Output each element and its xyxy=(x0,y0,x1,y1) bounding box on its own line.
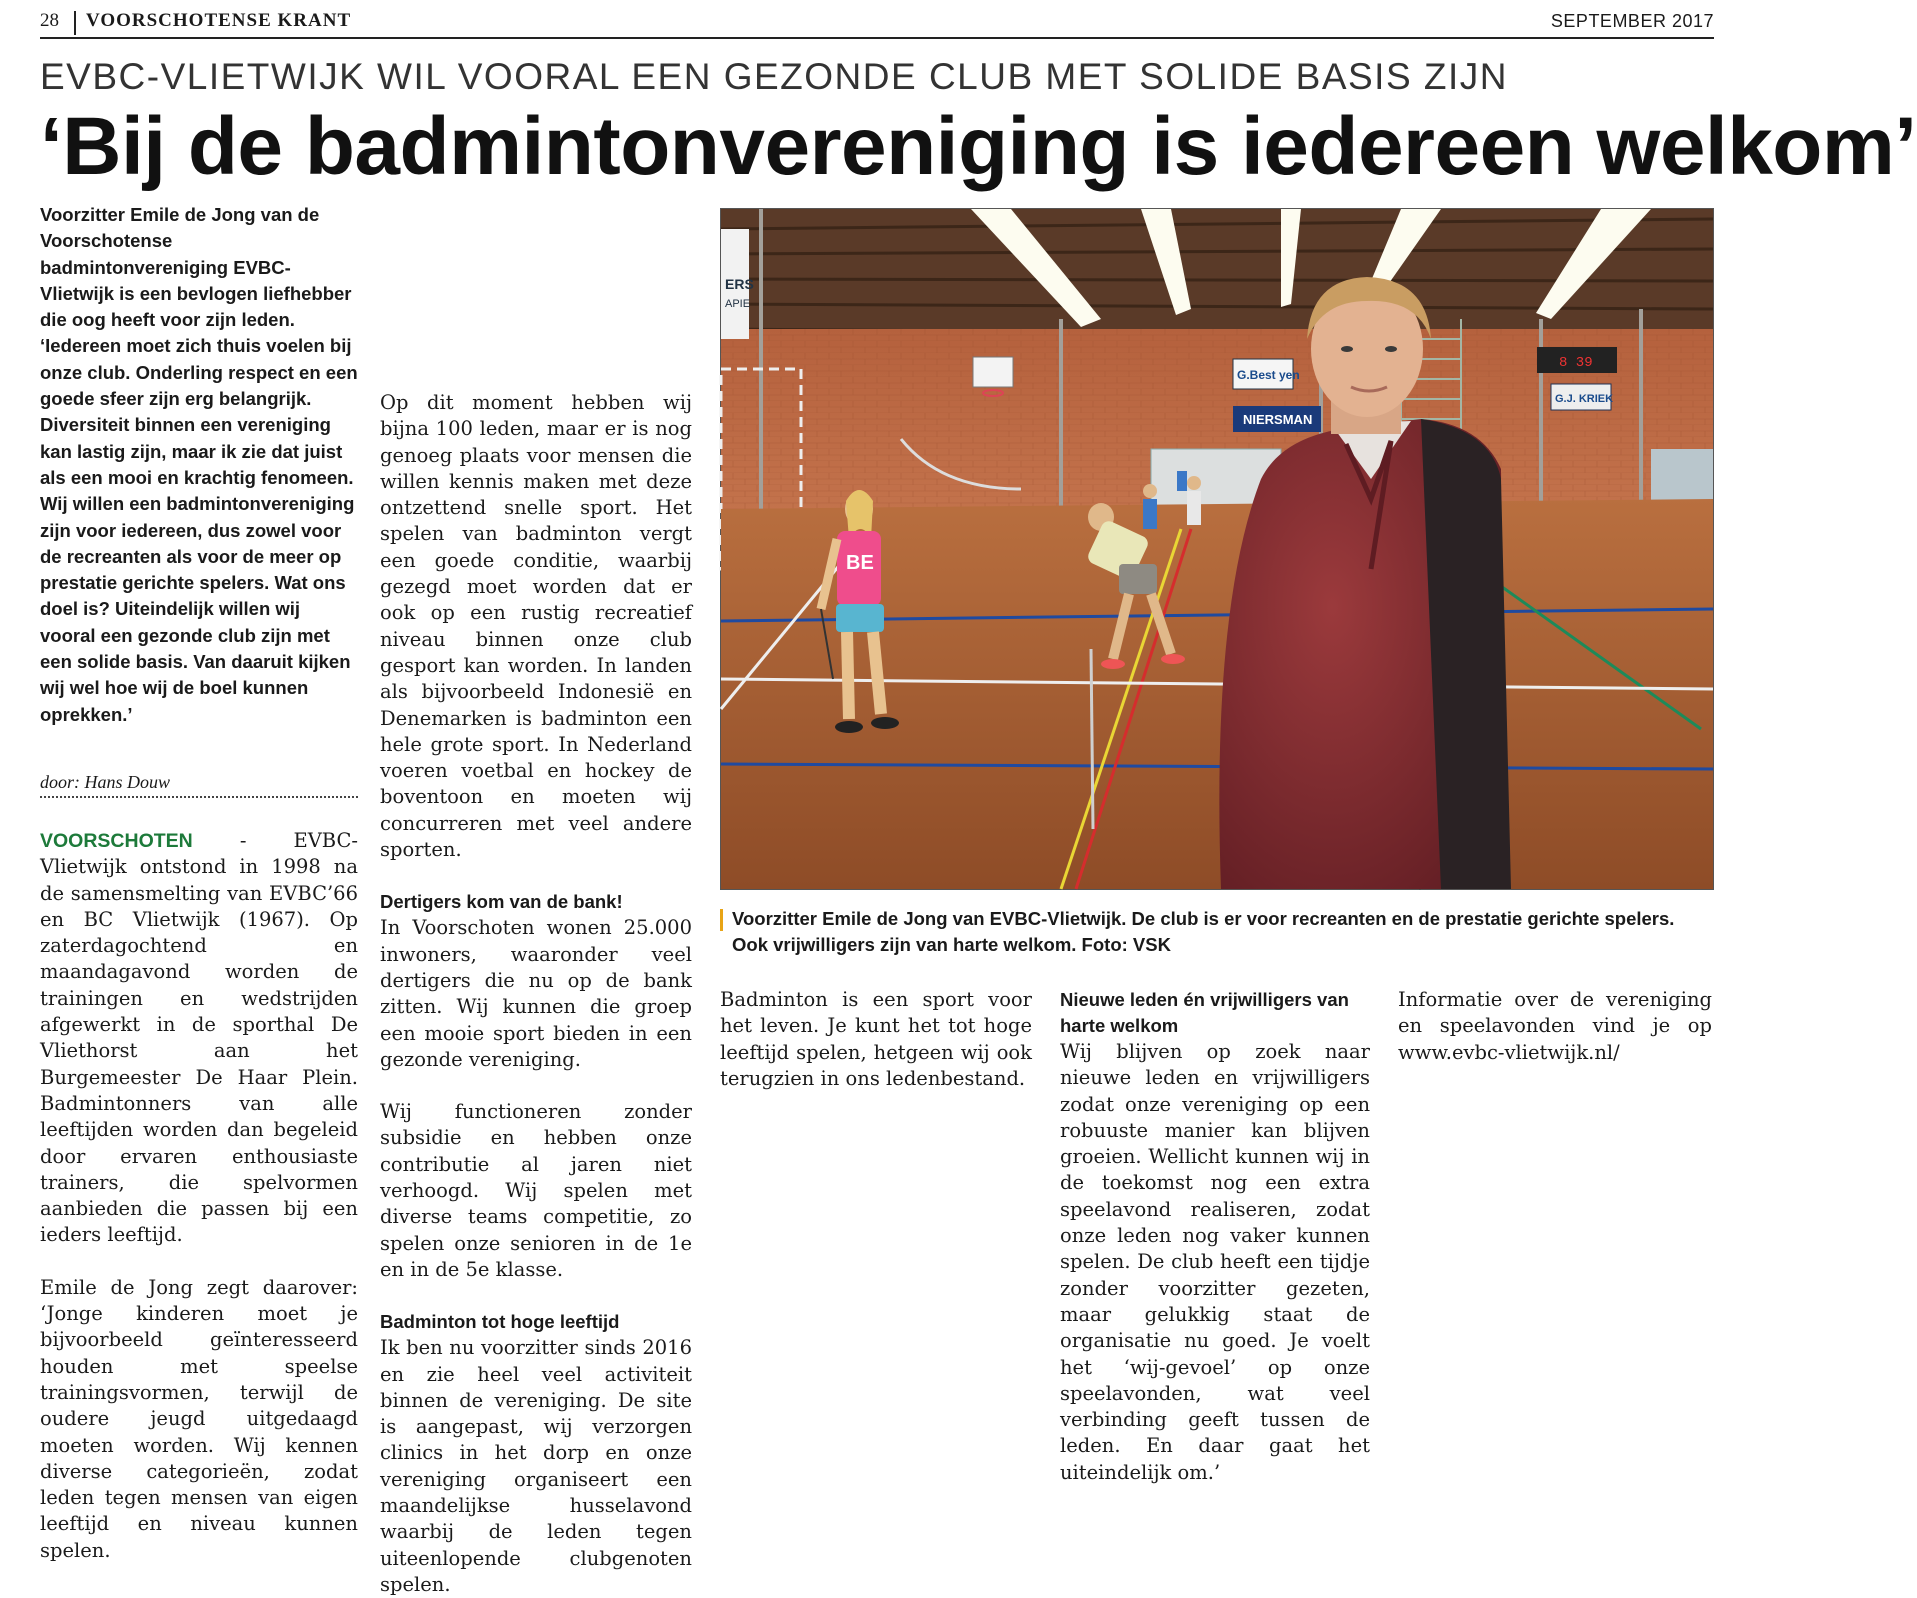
subheading-nieuwe-leden: Nieuwe leden én vrijwilligers van harte welkom xyxy=(1060,989,1349,1036)
dateline: VOORSCHOTEN xyxy=(40,830,193,852)
sign-kriek: G.J. KRIEK xyxy=(1555,393,1614,405)
body-paragraph-nieuwe: Wij blijven op zoek naar nieuwe leden en vrijwilligers zodat onze vereniging op een robuuste manier kan blijven groeien. Wellicht kunnen wij in de toekomst nog een extra speelavond realiseren, zodat onze leden nog vaker kunnen spelen. De club heeft een tijdje zonder voorzitter gezeten, maar gelukkig staat de organisatie nu goed. Je voelt het ‘wij-gevoel’ op onze speelavonden, wat veel verbinding geeft tussen de leden. En daar gaat het uiteindelijk om.’ xyxy=(1060,1040,1370,1484)
dateline-text: - EVBC-Vlietwijk ontstond in 1998 na de samensmelting van EVBC’66 en BC Vlietwijk (1967). Op zaterdagochtend en maandagavond worden de trainingen en wedstrijden afgewerkt in de sporthal De Vliethorst aan het Burgemeester De Haar Plein. Badmintonners van alle leeftijden worden dan begeleid door ervaren enthousiaste trainers, die spelvormen aanbieden die passen bij een ieders leeftijd. xyxy=(40,829,358,1247)
sign-best: G.Best yen xyxy=(1237,368,1300,382)
header-divider xyxy=(74,11,76,35)
column-4 xyxy=(1060,987,1370,1484)
body-paragraph-1 xyxy=(40,828,358,1249)
newspaper-name: VOORSCHOTENSE KRANT xyxy=(86,10,352,31)
column-3 xyxy=(720,987,1032,1252)
column-1 xyxy=(40,828,358,1562)
scoreboard: 8 39 xyxy=(1559,355,1593,371)
sign-left-2: APIE xyxy=(725,298,751,310)
issue-date: SEPTEMBER 2017 xyxy=(1550,11,1714,31)
body-paragraph-voorzitter-start xyxy=(380,1335,692,1598)
headline: ‘Bij de badmintonvereniging is iedereen welkom’ xyxy=(40,101,1917,192)
column-2-text xyxy=(380,390,692,1596)
header-rule xyxy=(40,37,1714,39)
body-text-voorzitter: Ik ben nu voorzitter sinds 2016 en zie heel veel activiteit binnen de vereniging. De site is aangepast, wij verzorgen clinics in het dorp en onze vereniging organiseert een maandelijkse husselavond waarbij de leden tegen uiteenlopende clubgenoten spelen. xyxy=(380,1336,692,1596)
sign-left-1: ERS xyxy=(725,276,754,292)
subheading-leeftijd: Badminton tot hoge leeftijd xyxy=(380,1311,620,1333)
subheading-dertigers: Dertigers kom van de bank! xyxy=(380,891,623,913)
body-paragraph-leven: Badminton is een sport voor het leven. Je kunt het tot hoge leeftijd spelen, hetgeen wij ook terugzien in ons ledenbestand. xyxy=(720,988,1032,1090)
basketball-backboard xyxy=(973,357,1013,387)
body-paragraph-subsidie: Wij functioneren zonder subsidie en hebben onze contributie al jaren niet verhoogd. Wij spelen met diverse teams competitie, zo spelen onze senioren in de 1e en in de 5e klasse. xyxy=(380,1100,692,1281)
photo-caption: Voorzitter Emile de Jong van EVBC-Vlietwijk. De club is er voor recreanten en de prestatie gerichte spelers. Ook vrijwilligers zijn van harte welkom. Foto: VSK xyxy=(732,908,1675,956)
page-number: 28 xyxy=(40,10,59,31)
intro-text: Voorzitter Emile de Jong van de Voorschotense badmintonvereniging EVBC-Vlietwijk is een bevlogen liefhebber die oog heeft voor zijn leden. ‘Iedereen moet zich thuis voelen bij onze club. Onderling respect en een goede sfeer zijn erg belangrijk. Diversiteit binnen een vereniging kan lastig zijn, maar ik zie dat juist als een mooi en krachtig fenomeen. Wij willen een badmintonvereniging zijn voor iedereen, dus zowel voor de recreanten als voor de meer op prestatie gerichte spelers. Wat ons doel is? Uiteindelijk willen wij vooral een gezonde club zijn met een solide basis. Van daaruit kijken wij wel hoe wij de boel kunnen oprekken.’ xyxy=(40,204,358,725)
column-5 xyxy=(1398,987,1712,1252)
sign-niersman: NIERSMAN xyxy=(1243,412,1313,427)
body-paragraph-dertigers: In Voorschoten wonen 25.000 inwoners, waaronder veel dertigers die nu op de bank zitten. Wij kunnen die groep een mooie sport bieden in een gezonde vereniging. xyxy=(380,916,692,1071)
body-paragraph-info: Informatie over de vereniging en speelavonden vind je op www.evbc-vlietwijk.nl/ xyxy=(1398,988,1712,1064)
body-paragraph-emile: Emile de Jong zegt daarover: ‘Jonge kinderen moet je bijvoorbeeld geïnteresseerd houden met speelse trainingsvormen, terwijl de oudere jeugd uitgedaagd moeten worden. Wij kennen diverse categorieën, zodat leden tegen mensen van eigen leeftijd en niveau kunnen spelen. xyxy=(40,1275,358,1562)
byline: door: Hans Douw xyxy=(40,772,171,792)
shirt-text: BE xyxy=(846,552,874,574)
sports-hall-photo xyxy=(721,209,1713,889)
body-paragraph-leden: Op dit moment hebben wij bijna 100 leden, maar er is nog genoeg plaats voor mensen die willen kennis maken met deze ontzettend snelle sport. Het spelen van badminton vergt een goede conditie, waarbij gezegd moet worden dat er ook op een rustig recreatief niveau binnen onze club gesport kan worden. In landen als bijvoorbeeld Indonesië en Denemarken is badminton een hele grote sport. In Nederland voeren voetbal en hockey de boventoon en moeten wij concurreren met veel andere sporten. xyxy=(380,391,692,862)
byline-divider xyxy=(40,796,358,798)
kicker: EVBC-VLIETWIJK WIL VOORAL EEN GEZONDE CLUB MET SOLIDE BASIS ZIJN xyxy=(40,56,1509,97)
article-photo xyxy=(720,208,1714,890)
